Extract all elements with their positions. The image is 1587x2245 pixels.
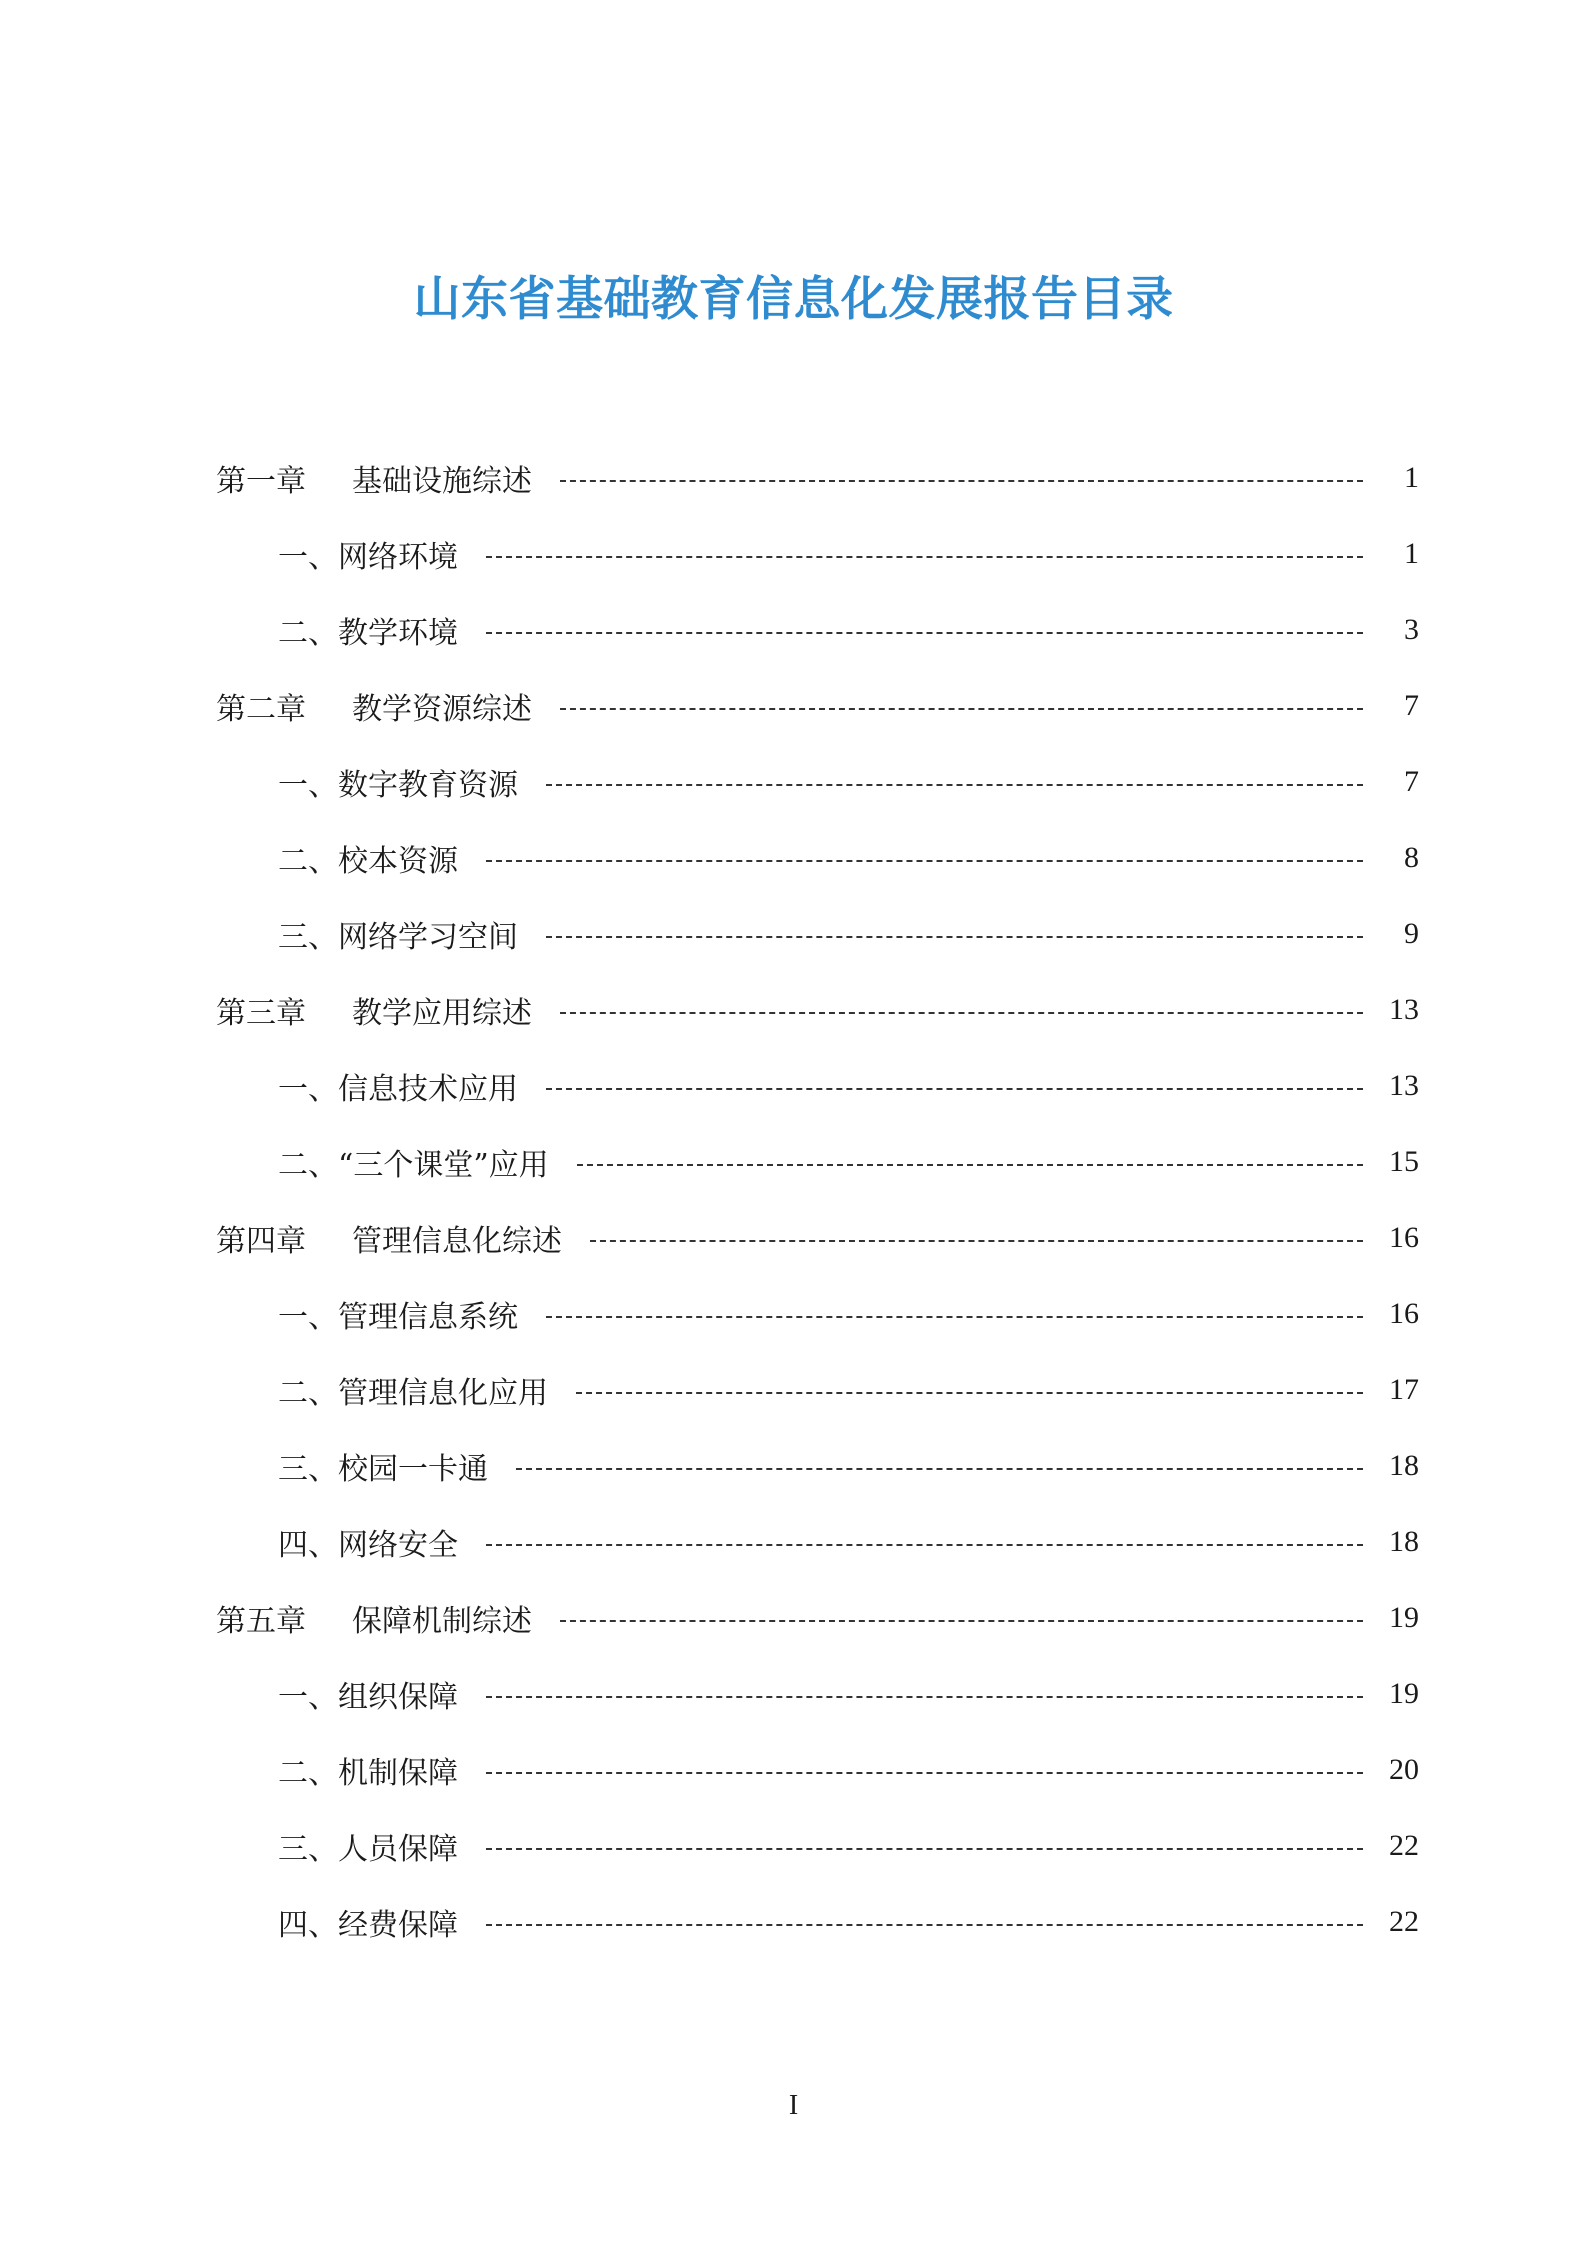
toc-entry-row bbox=[278, 912, 1419, 956]
toc-leader-line bbox=[560, 1620, 1363, 1622]
toc-leader-line bbox=[486, 1848, 1363, 1850]
toc-entry-label: 教学应用综述 bbox=[352, 996, 532, 1031]
toc-entry-label: 二、管理信息化应用 bbox=[278, 1376, 548, 1411]
toc-entry-title bbox=[278, 1368, 576, 1412]
toc-page-number: 8 bbox=[1404, 841, 1419, 874]
toc-page-number: 1 bbox=[1404, 537, 1419, 570]
toc-page-number: 7 bbox=[1404, 765, 1419, 798]
toc-entry-row bbox=[278, 760, 1419, 804]
toc-section-entry[interactable] bbox=[0, 1808, 1587, 1884]
toc-page-number: 18 bbox=[1389, 1449, 1419, 1482]
toc-entry-row bbox=[216, 456, 1419, 500]
toc-section-entry[interactable] bbox=[0, 516, 1587, 592]
toc-page-number: 19 bbox=[1389, 1601, 1419, 1634]
toc-entry-title bbox=[278, 836, 486, 880]
table-of-contents bbox=[0, 440, 1587, 1960]
toc-entry-row bbox=[278, 1900, 1419, 1944]
toc-page-number: 16 bbox=[1389, 1297, 1419, 1330]
toc-page-number: 3 bbox=[1404, 613, 1419, 646]
toc-page-number: 18 bbox=[1389, 1525, 1419, 1558]
toc-entry-title bbox=[278, 1672, 486, 1716]
toc-entry-title bbox=[278, 532, 486, 576]
toc-page-number: 9 bbox=[1404, 917, 1419, 950]
toc-chapter-entry[interactable] bbox=[0, 668, 1587, 744]
toc-page-number: 20 bbox=[1389, 1753, 1419, 1786]
toc-leader-line bbox=[516, 1468, 1363, 1470]
toc-entry-title bbox=[278, 1748, 486, 1792]
toc-leader-line bbox=[577, 1164, 1363, 1166]
toc-entry-title bbox=[216, 1596, 560, 1640]
toc-entry-row bbox=[278, 1292, 1419, 1336]
toc-entry-label: 一、网络环境 bbox=[278, 540, 458, 575]
toc-entry-title bbox=[278, 1292, 546, 1336]
toc-entry-title bbox=[216, 456, 560, 500]
toc-leader-line bbox=[486, 1772, 1363, 1774]
toc-section-entry[interactable] bbox=[0, 1656, 1587, 1732]
toc-section-entry[interactable] bbox=[0, 1884, 1587, 1960]
toc-page-number: 15 bbox=[1389, 1145, 1419, 1178]
toc-leader-line bbox=[546, 1316, 1363, 1318]
toc-entry-label: 二、校本资源 bbox=[278, 844, 458, 879]
toc-entry-row bbox=[216, 1596, 1419, 1640]
toc-section-entry[interactable] bbox=[0, 592, 1587, 668]
toc-entry-row bbox=[278, 836, 1419, 880]
toc-entry-label: 二、“三个课堂”应用 bbox=[278, 1148, 549, 1183]
toc-entry-row bbox=[216, 684, 1419, 728]
toc-entry-label: 三、网络学习空间 bbox=[278, 920, 518, 955]
toc-entry-row bbox=[278, 1824, 1419, 1868]
toc-section-entry[interactable] bbox=[0, 1428, 1587, 1504]
toc-leader-line bbox=[560, 1012, 1363, 1014]
toc-chapter-entry[interactable] bbox=[0, 440, 1587, 516]
toc-entry-row bbox=[278, 1444, 1419, 1488]
toc-entry-title bbox=[216, 1216, 590, 1260]
toc-entry-row bbox=[278, 1748, 1419, 1792]
toc-chapter-number: 第四章 bbox=[216, 1224, 306, 1259]
toc-page-number: 19 bbox=[1389, 1677, 1419, 1710]
toc-section-entry[interactable] bbox=[0, 896, 1587, 972]
toc-entry-title bbox=[278, 912, 546, 956]
toc-entry-label: 保障机制综述 bbox=[352, 1604, 532, 1639]
toc-leader-line bbox=[546, 1088, 1363, 1090]
toc-page-number: 17 bbox=[1389, 1373, 1419, 1406]
toc-page-number: 22 bbox=[1389, 1905, 1419, 1938]
toc-chapter-number: 第三章 bbox=[216, 996, 306, 1031]
toc-section-entry[interactable] bbox=[0, 1276, 1587, 1352]
toc-leader-line bbox=[576, 1392, 1363, 1394]
toc-leader-line bbox=[546, 784, 1363, 786]
toc-leader-line bbox=[590, 1240, 1363, 1242]
toc-chapter-number: 第一章 bbox=[216, 464, 306, 499]
toc-entry-row bbox=[278, 1368, 1419, 1412]
toc-section-entry[interactable] bbox=[0, 1048, 1587, 1124]
toc-chapter-number: 第二章 bbox=[216, 692, 306, 727]
toc-page-number: 13 bbox=[1389, 993, 1419, 1026]
toc-entry-label: 二、机制保障 bbox=[278, 1756, 458, 1791]
toc-entry-title bbox=[278, 1064, 546, 1108]
toc-entry-title bbox=[216, 684, 560, 728]
toc-leader-line bbox=[486, 1924, 1363, 1926]
toc-leader-line bbox=[546, 936, 1363, 938]
toc-page-number: 16 bbox=[1389, 1221, 1419, 1254]
toc-entry-label: 基础设施综述 bbox=[352, 464, 532, 499]
toc-entry-label: 一、信息技术应用 bbox=[278, 1072, 518, 1107]
toc-entry-label: 一、管理信息系统 bbox=[278, 1300, 518, 1335]
toc-leader-line bbox=[486, 1696, 1363, 1698]
toc-section-entry[interactable] bbox=[0, 1504, 1587, 1580]
toc-entry-row bbox=[278, 1140, 1419, 1184]
toc-section-entry[interactable] bbox=[0, 820, 1587, 896]
toc-section-entry[interactable] bbox=[0, 1124, 1587, 1200]
toc-section-entry[interactable] bbox=[0, 744, 1587, 820]
toc-chapter-entry[interactable] bbox=[0, 1580, 1587, 1656]
toc-entry-title bbox=[278, 1520, 486, 1564]
toc-entry-row bbox=[216, 988, 1419, 1032]
toc-entry-label: 一、数字教育资源 bbox=[278, 768, 518, 803]
page-title: 山东省基础教育信息化发展报告目录 bbox=[413, 272, 1174, 327]
toc-leader-line bbox=[560, 480, 1363, 482]
toc-leader-line bbox=[560, 708, 1363, 710]
toc-entry-title bbox=[278, 608, 486, 652]
toc-entry-title bbox=[278, 1900, 486, 1944]
toc-entry-row bbox=[278, 1064, 1419, 1108]
toc-entry-title bbox=[278, 760, 546, 804]
toc-entry-label: 三、校园一卡通 bbox=[278, 1452, 488, 1487]
toc-chapter-entry[interactable] bbox=[0, 1200, 1587, 1276]
toc-leader-line bbox=[486, 860, 1363, 862]
toc-entry-row bbox=[278, 608, 1419, 652]
toc-entry-label: 四、网络安全 bbox=[278, 1528, 458, 1563]
toc-section-entry[interactable] bbox=[0, 1352, 1587, 1428]
toc-leader-line bbox=[486, 556, 1363, 558]
toc-entry-title bbox=[278, 1824, 486, 1868]
toc-entry-title bbox=[278, 1444, 516, 1488]
toc-entry-label: 管理信息化综述 bbox=[352, 1224, 562, 1259]
toc-entry-title bbox=[216, 988, 560, 1032]
toc-chapter-number: 第五章 bbox=[216, 1604, 306, 1639]
toc-chapter-entry[interactable] bbox=[0, 972, 1587, 1048]
toc-page-number: 7 bbox=[1404, 689, 1419, 722]
toc-entry-title bbox=[278, 1140, 577, 1184]
toc-page-number: 1 bbox=[1404, 461, 1419, 494]
toc-entry-row bbox=[278, 532, 1419, 576]
toc-entry-label: 教学资源综述 bbox=[352, 692, 532, 727]
toc-leader-line bbox=[486, 1544, 1363, 1546]
toc-entry-row bbox=[278, 1520, 1419, 1564]
toc-section-entry[interactable] bbox=[0, 1732, 1587, 1808]
toc-entry-label: 四、经费保障 bbox=[278, 1908, 458, 1943]
toc-entry-row bbox=[278, 1672, 1419, 1716]
page-number: I bbox=[788, 2090, 799, 2121]
toc-page-number: 22 bbox=[1389, 1829, 1419, 1862]
toc-entry-row bbox=[216, 1216, 1419, 1260]
toc-leader-line bbox=[486, 632, 1363, 634]
toc-entry-label: 一、组织保障 bbox=[278, 1680, 458, 1715]
toc-entry-label: 二、教学环境 bbox=[278, 616, 458, 651]
toc-page-number: 13 bbox=[1389, 1069, 1419, 1102]
toc-entry-label: 三、人员保障 bbox=[278, 1832, 458, 1867]
